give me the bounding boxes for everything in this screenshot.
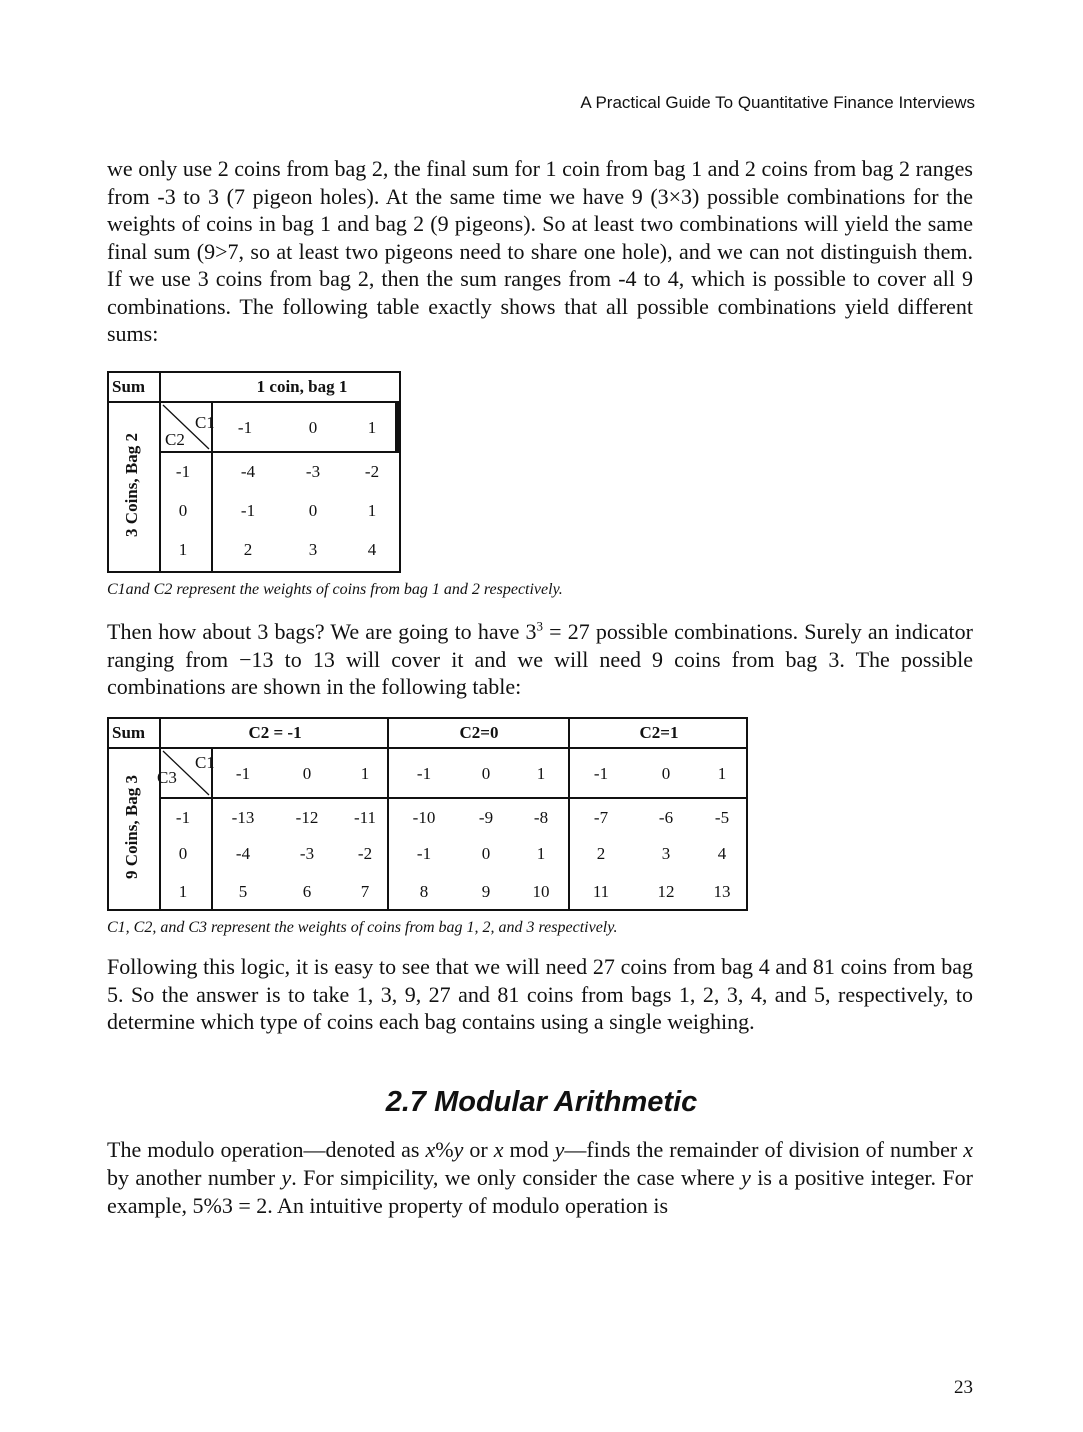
paragraph-pigeonhole: we only use 2 coins from bag 2, the final sum for 1 coin from bag 1 and 2 coins from bag 2 ranges from -3 to 3 (7 pigeon holes). At the same time we have 9 (3×3) possible combinations for the weights of coins in bag 1 and bag 2 (9 pigeons). So at least two combinations will yield the same final sum (9>7, so at least two pigeons need to share one hole), and we can not distinguish them. If we use 3 coins from bag 2, then the sum ranges from -4 to 4, which is possible to cover all 9 combinations. The following table exactly shows that all possible combinations yield different sums: (107, 156, 973, 346)
group-header-c2-neg1: C2 = -1 (248, 723, 302, 742)
row-group-header: 3 Coins, Bag 2 (122, 433, 141, 537)
c1-value: 0 (481, 764, 491, 783)
c1-value: 1 (536, 764, 546, 783)
sum-cell: 3 (308, 540, 318, 559)
sum-cell: -1 (416, 844, 432, 863)
sum-cell: 9 (481, 882, 491, 901)
sum-cell: -3 (299, 844, 315, 863)
sum-cell: -1 (240, 501, 256, 520)
corner-label-c3: C3 (157, 768, 177, 787)
table1-caption: C1and C2 represent the weights of coins from bag 1 and 2 respectively. (107, 581, 563, 598)
sum-table-two-bags (107, 371, 401, 573)
row-group-header: 9 Coins, Bag 3 (122, 775, 141, 879)
sum-cell: 13 (713, 882, 731, 901)
sum-cell: 4 (367, 540, 377, 559)
c1-value: 1 (360, 764, 370, 783)
sum-cell: 0 (481, 844, 491, 863)
sum-cell: 4 (717, 844, 727, 863)
sum-cell: 12 (657, 882, 675, 901)
sum-cell: -9 (478, 808, 494, 827)
sum-cell: -4 (235, 844, 251, 863)
sum-cell: 8 (419, 882, 429, 901)
group-header-c2-0: C2=0 (459, 723, 499, 742)
sum-cell: 5 (238, 882, 248, 901)
c1-value: 0 (308, 418, 318, 437)
c1-value: 0 (302, 764, 312, 783)
sum-cell: 3 (661, 844, 671, 863)
table2-caption: C1, C2, and C3 represent the weights of coins from bag 1, 2, and 3 respectively. (107, 919, 618, 936)
sum-cell: -4 (240, 462, 256, 481)
c2-value: 0 (178, 501, 188, 520)
sum-cell: 2 (243, 540, 253, 559)
sum-cell: -3 (305, 462, 321, 481)
sum-cell: -10 (412, 808, 436, 827)
running-header: A Practical Guide To Quantitative Finance Interviews (580, 93, 975, 112)
sum-cell: 1 (367, 501, 377, 520)
sum-cell: 11 (592, 882, 610, 901)
sum-cell: 10 (532, 882, 550, 901)
c2-value: 1 (178, 540, 188, 559)
corner-label-c1: C1 (195, 753, 215, 772)
paragraph-conclusion: Following this logic, it is easy to see that we will need 27 coins from bag 4 and 81 coins from bag 5. So the answer is to take 1, 3, 9, 27 and 81 coins from bags 1, 2, 3, 4, and 5, respectively, to determine which type of coins each bag contains using a single weighing. (107, 954, 973, 1034)
sum-cell: -2 (364, 462, 380, 481)
sum-cell: -7 (593, 808, 609, 827)
sum-cell: -11 (353, 808, 377, 827)
sum-cell: -8 (533, 808, 549, 827)
column-group-header: 1 coin, bag 1 (256, 377, 348, 396)
sum-cell: -6 (658, 808, 674, 827)
corner-label-c2: C2 (165, 430, 185, 449)
c1-value: -1 (237, 418, 253, 437)
c3-value: -1 (175, 808, 191, 827)
c2-value: -1 (175, 462, 191, 481)
paragraph-modulo-intro: The modulo operation—denoted as x%y or x mod y—finds the remainder of division of number x by another number y. For simpicility, we only consider the case where y is a positive integer. For example, 5%3 = 2. An intuitive property of modulo operation is (107, 1137, 974, 1218)
sum-cell: -13 (231, 808, 255, 827)
sum-cell: 0 (308, 501, 318, 520)
group-header-c2-1: C2=1 (639, 723, 679, 742)
corner-label-c1: C1 (195, 413, 215, 432)
section-heading: 2.7 Modular Arithmetic (385, 1086, 698, 1118)
sum-cell: -2 (357, 844, 373, 863)
sum-cell: 2 (596, 844, 606, 863)
c1-value: 0 (661, 764, 671, 783)
c1-value: -1 (235, 764, 251, 783)
sum-cell: -12 (295, 808, 319, 827)
sum-table-three-bags (107, 717, 748, 911)
c3-value: 1 (178, 882, 188, 901)
c1-value: 1 (717, 764, 727, 783)
c1-value: 1 (367, 418, 377, 437)
sum-cell: 1 (536, 844, 546, 863)
sum-label: Sum (112, 377, 146, 396)
sum-label: Sum (112, 723, 146, 742)
sum-cell: 6 (302, 882, 312, 901)
sum-cell: -5 (714, 808, 730, 827)
c3-value: 0 (178, 844, 188, 863)
c1-value: -1 (593, 764, 609, 783)
c1-value: -1 (416, 764, 432, 783)
paragraph-three-bags: Then how about 3 bags? We are going to have $3^3 = 27$ possible combinations. Surely an indicator ranging from −13 to 13 will cover it and we will need 9 coins from bag 3. The possible combinations are shown in the following table: (107, 618, 973, 699)
sum-cell: 7 (360, 882, 370, 901)
page-number: 23 (954, 1377, 973, 1398)
